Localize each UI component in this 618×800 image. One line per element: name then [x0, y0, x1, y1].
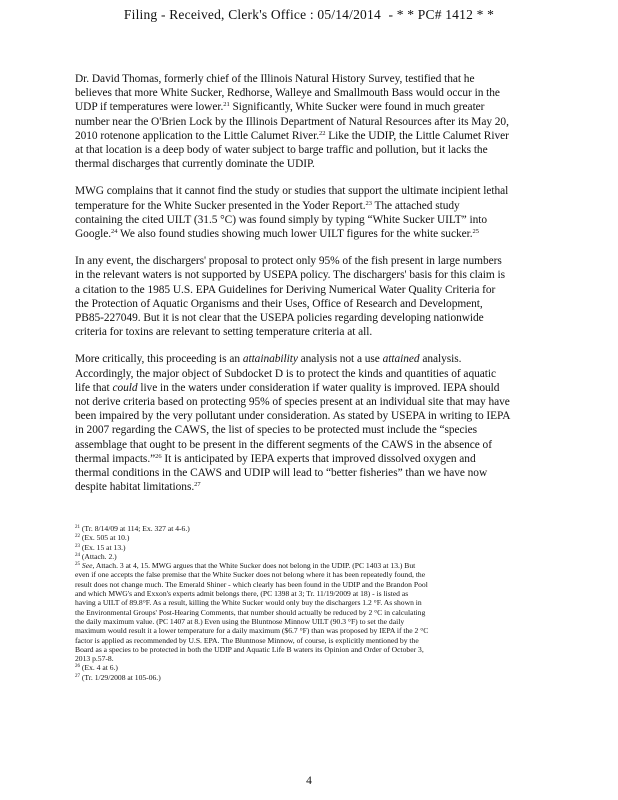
text-line: PB85-227049. But it is not clear that the USEPA policies regarding developing nationwide: [75, 312, 484, 325]
footnote-line: [75, 561, 555, 570]
page-number: 4: [306, 775, 312, 787]
footnote-line: 2013 p.57-8.: [75, 654, 114, 664]
footnote-ref[interactable]: 21: [223, 101, 230, 109]
footnote-number: 24: [75, 552, 80, 558]
text-span: The attached study: [374, 199, 460, 212]
footnote-21: [75, 524, 555, 533]
emphasis: could: [112, 381, 138, 394]
footnote-number: 26: [75, 664, 80, 670]
text-span: temperature for the White Sucker presented in the Yoder Report.: [75, 199, 366, 212]
footnote-22: [75, 533, 555, 542]
text-line: been impaired by the very pollutant under consideration. As stated by USEPA in writing to IEPA: [75, 410, 511, 423]
footnote-ref[interactable]: 22: [319, 129, 326, 137]
text-line: in 2007 regarding the CAWS, the list of species to be protected must include the “species: [75, 424, 478, 437]
footnote-text: (Ex. 505 at 10.): [81, 533, 130, 543]
text-line: containing the cited UILT (31.5 °C) was found simply by typing “White Sucker UILT” into: [75, 213, 487, 226]
text-line: a citation to the 1985 U.S. EPA Guidelines for Deriving Numerical Water Quality Criteria for: [75, 283, 496, 296]
text-span: It is anticipated by IEPA experts that improved dissolved oxygen and: [161, 452, 476, 465]
text-span: Google.: [75, 228, 112, 241]
text-line: at that location is a deep body of water subject to barge traffic and pollution, but it lacks the: [75, 144, 488, 157]
text-line: [75, 199, 555, 213]
footnote-text: (Attach. 2.): [81, 551, 117, 561]
text-line: thermal discharges that currently dominate the UDIP.: [75, 158, 315, 171]
footnote-text: (Ex. 15 at 13.): [81, 542, 126, 552]
text-line: [75, 381, 555, 395]
footnote-text: (Ex. 4 at 6.): [81, 663, 118, 673]
footnote-number: 25: [75, 562, 80, 568]
signal-word: See: [81, 561, 93, 571]
footnote-line: having a UILT of 89.8°F. As a result, killing the White Sucker would only buy the dischargers 1.2 °F. As shown in: [75, 598, 422, 608]
footnote-26: [75, 663, 555, 672]
text-line: In any event, the dischargers' proposal to protect only 95% of the fish present in large numbers: [75, 255, 502, 268]
footnotes: [75, 524, 555, 682]
footnote-line: the Environmental Groups' Post-Hearing Comments, that number should actually be reduced by 2 °C in calculating: [75, 607, 426, 617]
footnote-ref[interactable]: 26: [155, 452, 162, 460]
paragraph-attainability: [75, 352, 555, 494]
text-span: Significantly, White Sucker were found in much greater: [232, 101, 485, 114]
emphasis: attained: [382, 353, 420, 366]
text-line: assemblage that ought to be present in the different segments of the CAWS in the absence of: [75, 438, 492, 451]
text-line: [75, 227, 555, 241]
text-line: criteria for toxins are relevant to setting temperature criteria at all.: [75, 326, 373, 339]
text-span: thermal impacts.”: [75, 452, 156, 465]
document-body: [75, 72, 555, 507]
paragraph-usepa-policy: [75, 254, 555, 339]
text-span: analysis.: [419, 353, 462, 366]
footnote-line: result does not change much. The Emerald Shiner - which clearly has been found in the UDIP and the Brandon Pool: [75, 579, 428, 589]
footnote-number: 23: [75, 543, 80, 549]
text-line: Dr. David Thomas, formerly chief of the Illinois Natural History Survey, testified that he: [75, 73, 475, 85]
text-line: [75, 129, 555, 143]
footnote-line: maximum would result it a lower temperature for a daily maximum ($6.7 °F) than was proposed by IEPA if the 2 °C: [75, 626, 429, 636]
text-line: [75, 352, 555, 366]
text-span: More critically, this proceeding is an: [75, 353, 243, 366]
text-line: MWG complains that it cannot find the study or studies that support the ultimate incipient lethal: [75, 185, 509, 198]
text-line: [75, 480, 555, 494]
filing-stamp: Filing - Received, Clerk's Office : 05/14/2014: [123, 7, 381, 22]
footnote-27: [75, 673, 555, 682]
footnote-ref[interactable]: 23: [365, 199, 372, 207]
pc-number: - * * PC# 1412 * *: [388, 7, 495, 22]
footnote-text: , Attach. 3 at 4, 15. MWG argues that the White Sucker does not belong in the UDIP. (PC 1403 at 13.) But: [92, 561, 416, 571]
footnote-line: Board as a species to be protected in both the UDIP and Aquatic Life B waters its Opinion and Order of October 3,: [75, 644, 424, 654]
text-line: believes that more White Sucker, Redhorse, Walleye and Smallmouth Bass would occur in the: [75, 87, 500, 100]
footnote-number: 27: [75, 673, 80, 679]
text-line: [75, 100, 555, 114]
footnote-line: factor is applied as recommended by U.S. EPA. The Bluntnose Minnow, of course, is explicitly mentioned by the: [75, 635, 419, 645]
emphasis: attainability: [242, 353, 298, 366]
text-line: [75, 452, 555, 466]
text-span: UDP if temperatures were lower.: [75, 101, 224, 114]
filing-header: [0, 7, 618, 23]
text-line: Accordingly, the major object of Subdocket D is to protect the kinds and quantities of aquatic: [75, 367, 496, 380]
footnote-text: (Tr. 1/29/2008 at 105-06.): [81, 672, 161, 682]
text-span: 2010 rotenone application to the Little Calumet River.: [75, 129, 320, 142]
text-span: Like the UDIP, the Little Calumet River: [328, 129, 509, 142]
paragraph-uilt-study: [75, 184, 555, 241]
text-line: number near the O'Brien Lock by the Illinois Department of Natural Resources after its May 20,: [75, 115, 509, 128]
footnote-25: [75, 561, 555, 663]
text-line: the Protection of Aquatic Organisms and their Uses, Office of Research and Development,: [75, 297, 483, 310]
paragraph-thomas-testimony: [75, 72, 555, 171]
text-line: not derive criteria based on protecting 95% of species present at an individual site that may have: [75, 396, 510, 409]
footnote-ref[interactable]: 27: [194, 481, 201, 489]
footnote-number: 21: [75, 525, 80, 530]
footnote-line: the daily maximum value. (PC 1407 at 8.) Even using the Bluntnose Minnow UILT (90.3 °F) to set the daily: [75, 616, 405, 626]
footnote-ref[interactable]: 25: [472, 228, 479, 236]
footnote-number: 22: [75, 534, 80, 540]
text-line: thermal conditions in the CAWS and UDIP will lead to “better fisheries” than we have now: [75, 467, 488, 480]
text-span: life that: [75, 381, 113, 394]
text-line: in the relevant waters is not supported by USEPA policy. The dischargers' basis for this claim is: [75, 269, 505, 282]
footnote-line: even if one accepts the false premise that the White Sucker does not belong where it has been repeatedly found, the: [75, 570, 426, 580]
footnote-24: [75, 552, 555, 561]
footnote-line: and which MWG's and Exxon's experts admit belongs there, (PC 1398 at 3; Tr. 11/19/2009 at 18) - is listed as: [75, 589, 409, 599]
text-span: live in the waters under consideration if water quality is improved. IEPA should: [137, 381, 500, 394]
text-span: analysis not a use: [297, 353, 383, 366]
text-span: We also found studies showing much lower UILT figures for the white sucker.: [120, 228, 473, 241]
footnote-ref[interactable]: 24: [111, 228, 118, 236]
footnote-23: [75, 543, 555, 552]
footnote-text: (Tr. 8/14/09 at 114; Ex. 327 at 4-6.): [81, 524, 190, 533]
text-span: despite habitat limitations.: [75, 481, 195, 494]
